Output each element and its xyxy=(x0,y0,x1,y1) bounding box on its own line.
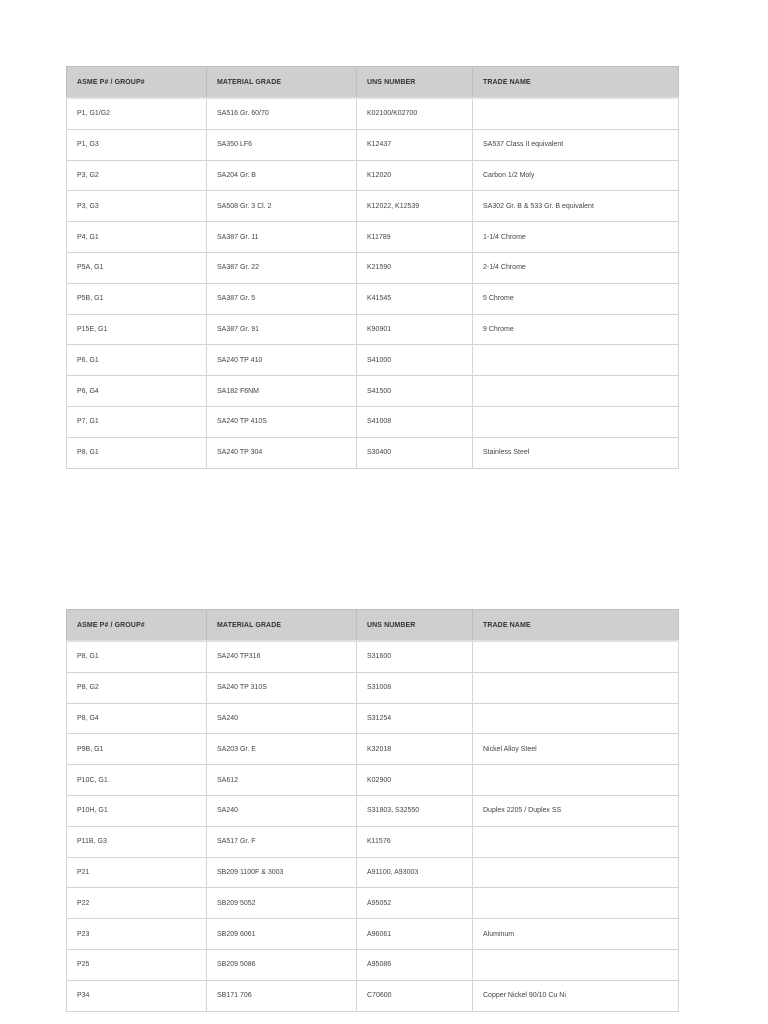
table-row xyxy=(67,734,679,765)
cell-material-grade: SB209 1100F & 3003 xyxy=(207,857,357,888)
table-row xyxy=(67,672,679,703)
table-row xyxy=(67,826,679,857)
cell-trade-name: Duplex 2205 / Duplex SS xyxy=(473,795,679,826)
table-row xyxy=(67,191,679,222)
table-row xyxy=(67,345,679,376)
cell-uns-number: A91100, A93003 xyxy=(357,857,473,888)
header-asme-group: ASME P# / GROUP# xyxy=(67,67,207,99)
cell-uns-number: S41500 xyxy=(357,376,473,407)
cell-uns-number: K32018 xyxy=(357,734,473,765)
cell-material-grade: SA387 Gr. 11 xyxy=(207,222,357,253)
cell-material-grade: SA350 LF6 xyxy=(207,129,357,160)
table-row xyxy=(67,376,679,407)
cell-trade-name: Aluminum xyxy=(473,919,679,950)
cell-trade-name xyxy=(473,672,679,703)
cell-uns-number: A95086 xyxy=(357,949,473,980)
cell-material-grade: SA240 TP 304 xyxy=(207,437,357,468)
cell-material-grade: SA612 xyxy=(207,765,357,796)
cell-trade-name xyxy=(473,376,679,407)
cell-uns-number: K12437 xyxy=(357,129,473,160)
cell-asme-group: P8, G1 xyxy=(67,641,207,672)
cell-uns-number: K41545 xyxy=(357,283,473,314)
table-row xyxy=(67,314,679,345)
header-trade-name: TRADE NAME xyxy=(473,610,679,642)
cell-material-grade: SA204 Gr. B xyxy=(207,160,357,191)
cell-uns-number: S31803, S32550 xyxy=(357,795,473,826)
cell-asme-group: P3, G3 xyxy=(67,191,207,222)
cell-trade-name: 5 Chrome xyxy=(473,283,679,314)
cell-uns-number: S41008 xyxy=(357,406,473,437)
cell-trade-name xyxy=(473,641,679,672)
table-row xyxy=(67,857,679,888)
cell-trade-name xyxy=(473,703,679,734)
table-row xyxy=(67,949,679,980)
cell-material-grade: SA387 Gr. 5 xyxy=(207,283,357,314)
cell-material-grade: SA508 Gr. 3 Cl. 2 xyxy=(207,191,357,222)
cell-trade-name: SA302 Gr. B & 533 Gr. B equivalent xyxy=(473,191,679,222)
cell-asme-group: P3, G2 xyxy=(67,160,207,191)
table-row xyxy=(67,222,679,253)
cell-material-grade: SA240 TP 310S xyxy=(207,672,357,703)
cell-uns-number: K12020 xyxy=(357,160,473,191)
cell-material-grade: SA387 Gr. 22 xyxy=(207,252,357,283)
table-row xyxy=(67,283,679,314)
table-row xyxy=(67,765,679,796)
cell-uns-number: K90901 xyxy=(357,314,473,345)
cell-material-grade: SA516 Gr. 60/70 xyxy=(207,98,357,129)
cell-material-grade: SA240 TP 410S xyxy=(207,406,357,437)
cell-uns-number: K11789 xyxy=(357,222,473,253)
table-row xyxy=(67,641,679,672)
cell-trade-name: Nickel Alloy Steel xyxy=(473,734,679,765)
cell-material-grade: SA203 Gr. E xyxy=(207,734,357,765)
cell-asme-group: P21 xyxy=(67,857,207,888)
cell-asme-group: P10C, G1 xyxy=(67,765,207,796)
table-row xyxy=(67,795,679,826)
cell-material-grade: SB209 6061 xyxy=(207,919,357,950)
cell-asme-group: P25 xyxy=(67,949,207,980)
cell-trade-name: 1-1/4 Chrome xyxy=(473,222,679,253)
cell-trade-name: Copper Nickel 90/10 Cu Ni xyxy=(473,980,679,1011)
cell-trade-name xyxy=(473,345,679,376)
cell-uns-number: C70600 xyxy=(357,980,473,1011)
table-row xyxy=(67,980,679,1011)
cell-asme-group: P34 xyxy=(67,980,207,1011)
cell-material-grade: SA387 Gr. 91 xyxy=(207,314,357,345)
cell-asme-group: P5A, G1 xyxy=(67,252,207,283)
header-material-grade: MATERIAL GRADE xyxy=(207,67,357,99)
cell-trade-name: 2-1/4 Chrome xyxy=(473,252,679,283)
cell-asme-group: P1, G3 xyxy=(67,129,207,160)
table-body xyxy=(67,641,679,1011)
cell-asme-group: P6, G1 xyxy=(67,345,207,376)
cell-material-grade: SB171 706 xyxy=(207,980,357,1011)
table-row xyxy=(67,160,679,191)
header-asme-group: ASME P# / GROUP# xyxy=(67,610,207,642)
material-table-2 xyxy=(66,609,679,1012)
cell-asme-group: P8, G2 xyxy=(67,672,207,703)
cell-trade-name: 9 Chrome xyxy=(473,314,679,345)
cell-uns-number: A95052 xyxy=(357,888,473,919)
cell-trade-name: SA537 Class II equivalent xyxy=(473,129,679,160)
cell-asme-group: P5B, G1 xyxy=(67,283,207,314)
header-uns-number: UNS NUMBER xyxy=(357,67,473,99)
cell-trade-name xyxy=(473,949,679,980)
cell-uns-number: A96061 xyxy=(357,919,473,950)
cell-asme-group: P22 xyxy=(67,888,207,919)
cell-uns-number: K21590 xyxy=(357,252,473,283)
cell-material-grade: SA240 xyxy=(207,795,357,826)
cell-trade-name xyxy=(473,98,679,129)
cell-material-grade: SB209 5086 xyxy=(207,949,357,980)
cell-asme-group: P8, G4 xyxy=(67,703,207,734)
cell-asme-group: P15E, G1 xyxy=(67,314,207,345)
cell-uns-number: K12022, K12539 xyxy=(357,191,473,222)
cell-uns-number: S31600 xyxy=(357,641,473,672)
cell-asme-group: P8, G1 xyxy=(67,437,207,468)
cell-asme-group: P6, G4 xyxy=(67,376,207,407)
header-uns-number: UNS NUMBER xyxy=(357,610,473,642)
cell-trade-name xyxy=(473,857,679,888)
cell-asme-group: P10H, G1 xyxy=(67,795,207,826)
header-material-grade: MATERIAL GRADE xyxy=(207,610,357,642)
cell-asme-group: P1, G1/G2 xyxy=(67,98,207,129)
cell-uns-number: S41000 xyxy=(357,345,473,376)
cell-trade-name xyxy=(473,826,679,857)
table-row xyxy=(67,406,679,437)
cell-material-grade: SA240 TP316 xyxy=(207,641,357,672)
cell-uns-number: S30400 xyxy=(357,437,473,468)
table-header-row xyxy=(67,67,679,99)
cell-trade-name xyxy=(473,406,679,437)
cell-material-grade: SB209 5052 xyxy=(207,888,357,919)
cell-asme-group: P11B, G3 xyxy=(67,826,207,857)
cell-trade-name: Stainless Steel xyxy=(473,437,679,468)
table-body xyxy=(67,98,679,468)
table-row xyxy=(67,437,679,468)
table-header-row xyxy=(67,610,679,642)
table-row xyxy=(67,703,679,734)
cell-trade-name xyxy=(473,888,679,919)
cell-uns-number: K02900 xyxy=(357,765,473,796)
cell-material-grade: SA240 TP 410 xyxy=(207,345,357,376)
cell-asme-group: P7, G1 xyxy=(67,406,207,437)
cell-asme-group: P23 xyxy=(67,919,207,950)
cell-uns-number: S31254 xyxy=(357,703,473,734)
cell-material-grade: SA517 Gr. F xyxy=(207,826,357,857)
material-table-1 xyxy=(66,66,679,469)
table-row xyxy=(67,98,679,129)
cell-asme-group: P4, G1 xyxy=(67,222,207,253)
cell-uns-number: S31008 xyxy=(357,672,473,703)
table-row xyxy=(67,888,679,919)
table-row xyxy=(67,919,679,950)
cell-uns-number: K11576 xyxy=(357,826,473,857)
cell-material-grade: SA240 xyxy=(207,703,357,734)
cell-asme-group: P9B, G1 xyxy=(67,734,207,765)
cell-uns-number: K02100/K02700 xyxy=(357,98,473,129)
cell-material-grade: SA182 F6NM xyxy=(207,376,357,407)
cell-trade-name: Carbon 1/2 Moly xyxy=(473,160,679,191)
cell-trade-name xyxy=(473,765,679,796)
table-row xyxy=(67,252,679,283)
table-row xyxy=(67,129,679,160)
header-trade-name: TRADE NAME xyxy=(473,67,679,99)
